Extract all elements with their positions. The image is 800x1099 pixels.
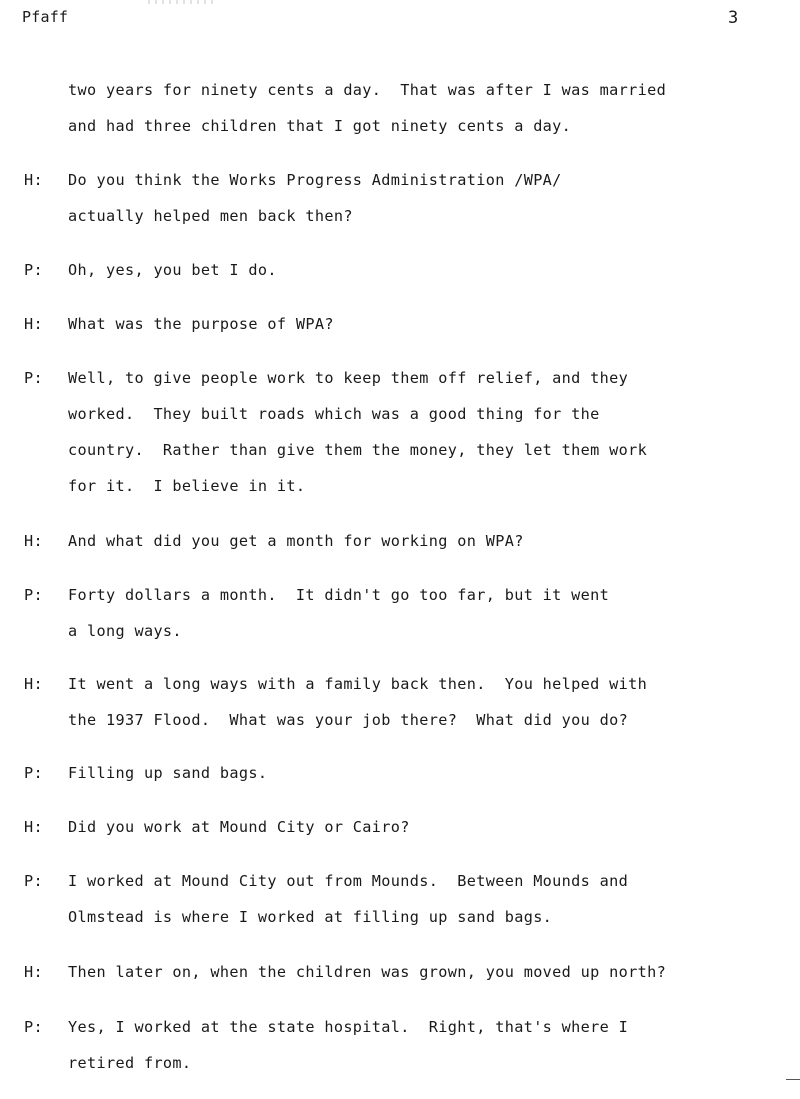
paragraph-text <box>68 72 788 144</box>
text-line: What was the purpose of WPA? <box>68 315 334 333</box>
speaker-label: H: <box>24 818 43 836</box>
speaker-label: H: <box>24 171 43 189</box>
paragraph-text <box>68 162 788 234</box>
paragraph-text <box>68 1009 788 1081</box>
paragraph-text <box>68 360 788 504</box>
text-line: actually helped men back then? <box>68 207 353 225</box>
text-line: the 1937 Flood. What was your job there? What did you do? <box>68 711 629 729</box>
paragraph-text <box>68 755 788 791</box>
speaker-label: P: <box>24 369 43 387</box>
paragraph-text <box>68 863 788 935</box>
speaker-label: P: <box>24 764 43 782</box>
paragraph-text <box>68 577 788 649</box>
speaker-label: H: <box>24 675 43 693</box>
text-line: Oh, yes, you bet I do. <box>68 261 277 279</box>
page-edge-mark <box>786 1079 800 1080</box>
paragraph-text <box>68 252 788 288</box>
text-line: Filling up sand bags. <box>68 764 268 782</box>
speaker-label: P: <box>24 586 43 604</box>
speaker-label: P: <box>24 261 43 279</box>
text-line: two years for ninety cents a day. That was after I was married <box>68 81 667 99</box>
paragraph-text <box>68 306 788 342</box>
text-line: Olmstead is where I worked at filling up sand bags. <box>68 908 553 926</box>
paragraph-text <box>68 809 788 845</box>
text-line: It went a long ways with a family back then. You helped with <box>68 675 648 693</box>
text-line: a long ways. <box>68 622 182 640</box>
paragraph-text <box>68 666 788 738</box>
speaker-label: H: <box>24 315 43 333</box>
paragraph-text <box>68 523 788 559</box>
text-line: for it. I believe in it. <box>68 477 306 495</box>
text-line: Do you think the Works Progress Administration /WPA/ <box>68 171 562 189</box>
text-line: Yes, I worked at the state hospital. Right, that's where I <box>68 1018 629 1036</box>
header-interviewee-name: Pfaff <box>22 8 69 26</box>
text-line: country. Rather than give them the money, they let them work <box>68 441 648 459</box>
text-line: And what did you get a month for working on WPA? <box>68 532 524 550</box>
paragraph-text <box>68 954 788 990</box>
text-line: worked. They built roads which was a good thing for the <box>68 405 600 423</box>
page-number: 3 <box>728 8 739 28</box>
text-line: I worked at Mound City out from Mounds. Between Mounds and <box>68 872 629 890</box>
text-line: Then later on, when the children was grown, you moved up north? <box>68 963 667 981</box>
text-line: Did you work at Mound City or Cairo? <box>68 818 410 836</box>
text-line: retired from. <box>68 1054 192 1072</box>
speaker-label: P: <box>24 1018 43 1036</box>
speaker-label: H: <box>24 963 43 981</box>
speaker-label: P: <box>24 872 43 890</box>
speaker-label: H: <box>24 532 43 550</box>
text-line: Forty dollars a month. It didn't go too far, but it went <box>68 586 610 604</box>
text-line: and had three children that I got ninety cents a day. <box>68 117 572 135</box>
text-line: Well, to give people work to keep them off relief, and they <box>68 369 629 387</box>
scan-artifact <box>148 0 218 4</box>
